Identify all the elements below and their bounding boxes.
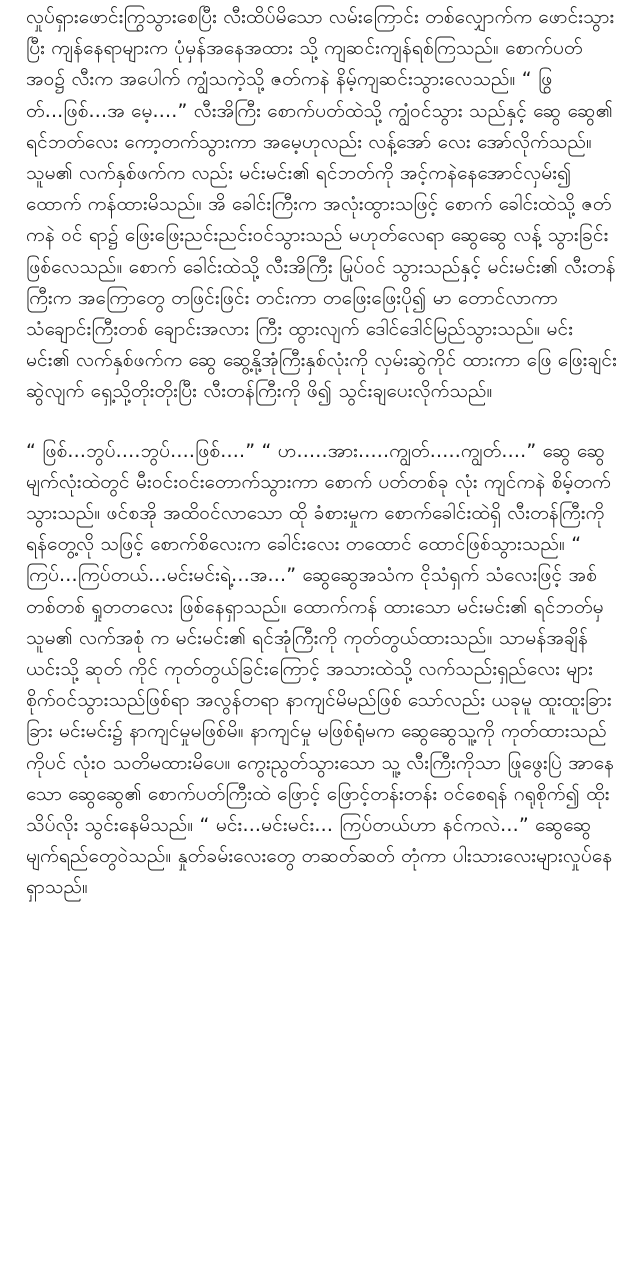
paragraph-2: “ ဖြစ်...ဘွပ်....ဘွပ်....ဖြစ်....” “ ဟ.....အား.....ကျွတ်.....ကျွတ်....” ဆွေ ဆွေမျက်လုံးထဲတွင် မီးဝင်းဝင်းတောက်သွားကာ စောက် ပတ်တစ်ခု လုံး ကျင်ကနဲ စိမ့်တက်သွားသည်။ ဖင်စအို အထိဝင်လာသော ထို ခံစားမှုက စောက်ခေါင်းထဲရှိ လီးတန်ကြီးကို ရန်တွေ့လို သဖြင့် စောက်စိလေးက ခေါင်းလေး တထောင် ထောင်ဖြစ်သွားသည်။ “ ကြပ်...ကြပ်တယ်...မင်းမင်းရဲ့...အ...” ဆွေဆွေအသံက ငိုသံရှက် သံလေးဖြင့် အစ်တစ်တစ် ရှုတတလေး ဖြစ်နေရှာသည်။ ထောက်ကန် ထားသော မင်းမင်း၏ ရင်ဘတ်မှ သူမ၏ လက်အစုံ က မင်းမင်း၏ ရင်အုံကြီးကို ကုတ်တွယ်ထားသည်။ သာမန်အချိန် ယင်းသို့ ဆုတ် ကိုင် ကုတ်တွယ်ခြင်းကြောင့် အသားထဲသို့ လက်သည်းရှည်လေး များ စိုက်ဝင်သွားသည်ဖြစ်ရာ အလွန်တရာ နာကျင်မိမည်ဖြစ် သော်လည်း ယခုမူ ထူးထူးခြားခြား မင်းမင်း၌ နာကျင်မှုမဖြစ်မိ။ နာကျင်မှု မဖြစ်ရုံမက ဆွေဆွေသူ့ကို ကုတ်ထားသည်ကိုပင် လုံးဝ သတိမထားမိပေ။ ကွေးညွတ်သွားသော သူ့ လီးကြီးကိုသာ ဖြုဖွေးပြဲ အာနေသော ဆွေဆွေ၏ စောက်ပတ်ကြီးထဲ ဖြောင့် ဖြောင့်တန်းတန်း ဝင်စေရန် ဂရုစိုက်၍ ထိုးသိပ်လိုး သွင်းနေမိသည်။ “ မင်း...မင်းမင်း... ကြပ်တယ်ဟာ နင်ကလဲ...” ဆွေဆွေ မျက်ရည်တွေဝဲသည်။ နှုတ်ခမ်းလေးတွေ တဆတ်ဆတ် တုံကာ ပါးသားလေးများလှုပ်နေ ရှာသည်။	[26, 439, 615, 899]
paragraph-spacer	[26, 408, 617, 436]
paragraph-1: လှုပ်ရှားဖောင်းကြွသွားစေပြီး လီးထိပ်မိသော လမ်းကြောင်း တစ်လျှောက်က ဖောင်းသွားပြီး ကျန်နေရာများက ပုံမှန်အနေအထား သို့ ကျဆင်းကျန်ရစ်ကြသည်။ စောက်ပတ်အဝ၌ လီးက အပေါက် ကျွံသကဲ့သို့ ဇတ်ကနဲ နိမ့်ကျဆင်းသွားလေသည်။ “ ဖြွတ်...ဖြစ်...အ မေ့....” လီးအိကြီး စောက်ပတ်ထဲသို့ ကျွံဝင်သွား သည်နှင့် ဆွေ ဆွေ၏ ရင်ဘတ်လေး ကော့တက်သွားကာ အမေ့ဟုလည်း လန့်အော် လေး အော်လိုက်သည်။ သူမ၏ လက်နှစ်ဖက်က လည်း မင်းမင်း၏ ရင်ဘတ်ကို အင့်ကနဲနေအောင်လှမ်း၍ ထောက် ကန်ထားမိသည်။ အိ ခေါင်းကြီးက အလုံးထွားသဖြင့် စောက် ခေါင်းထဲသို့ ဇတ်ကနဲ ဝင် ရာ၌ ဖြေးဖြေးညင်းညင်းဝင်သွားသည် မဟုတ်လေရာ ဆွေဆွေ လန့် သွားခြင်းဖြစ်လေသည်။ စောက် ခေါင်းထဲသို့ လီးအိကြီး မြုပ်ဝင် သွားသည်နှင့် မင်းမင်း၏ လီးတန်ကြီးက အကြောတွေ တဖြင်းဖြင်း တင်းကာ တဖြေးဖြေးပို၍ မာ တောင်လာကာ သံချောင်းကြီးတစ် ချောင်းအလား ကြီး ထွားလျက် ဒေါင်ဒေါင်မြည်သွားသည်။ မင်း မင်း၏ လက်နှစ်ဖက်က ဆွေ ဆွေ့နို့အုံကြီးနှစ်လုံးကို လှမ်းဆွဲကိုင် ထားကာ ဖြေ ဖြေးချင်းဆွဲလျက် ရှေ့သို့တိုးတိုးပြီး လီးတန်ကြီးကို ဖိ၍ သွင်းချပေးလိုက်သည်။	[26, 6, 617, 403]
